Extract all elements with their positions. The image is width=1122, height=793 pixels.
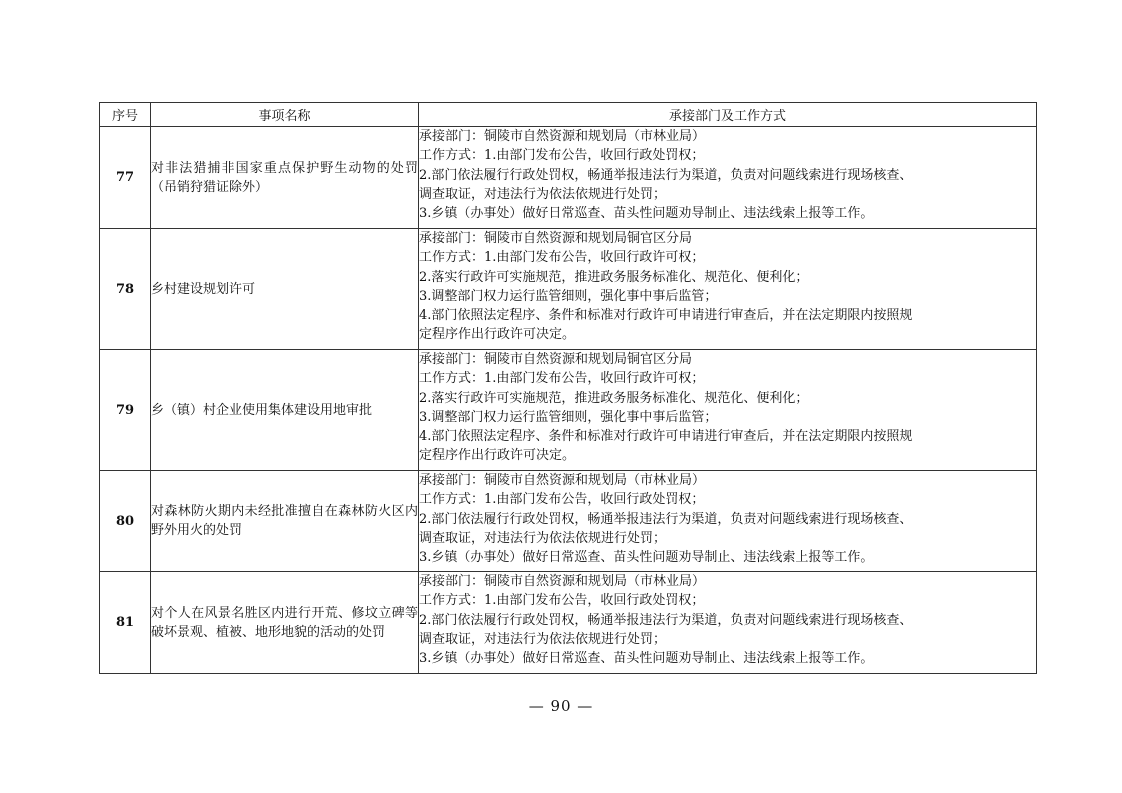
- dept-line: 工作方式：1.由部门发布公告，收回行政处罚权；: [419, 492, 705, 508]
- row-number: 81: [100, 572, 151, 674]
- header-item: 事项名称: [151, 103, 419, 127]
- header-row: [100, 103, 1037, 127]
- dept-line: 3.调整部门权力运行监管细则，强化事中事后监管；: [419, 409, 718, 425]
- dept-line: 2.部门依法履行行政处罚权，畅通举报违法行为渠道，负责对问题线索进行现场核查、: [419, 612, 913, 628]
- dept-line: 定程序作出行政许可决定。: [419, 448, 576, 464]
- dept-line: 工作方式：1.由部门发布公告，收回行政许可权；: [419, 371, 705, 387]
- dept-line: 承接部门：铜陵市自然资源和规划局（市林业局）: [419, 473, 706, 488]
- item-name: 乡村建设规划许可: [151, 229, 419, 350]
- dept-line: 4.部门依照法定程序、条件和标准对行政许可申请进行审查后，并在法定期限内按照规: [419, 429, 913, 445]
- row-number: 80: [100, 471, 151, 572]
- matters-table: [99, 102, 1037, 674]
- item-name: 对个人在风景名胜区内进行开荒、修坟立碑等破坏景观、植被、地形地貌的活动的处罚: [151, 572, 419, 674]
- dept-line: 承接部门：铜陵市自然资源和规划局铜官区分局: [419, 352, 693, 367]
- dept-line: 承接部门：铜陵市自然资源和规划局（市林业局）: [419, 574, 706, 589]
- dept-line: 3.乡镇（办事处）做好日常巡查、苗头性问题劝导制止、违法线索上报等工作。: [419, 651, 874, 667]
- row-number: 78: [100, 229, 151, 350]
- header-dept: 承接部门及工作方式: [419, 103, 1037, 127]
- dept-line: 工作方式：1.由部门发布公告，收回行政处罚权；: [419, 593, 705, 609]
- table-row: [100, 572, 1037, 674]
- table-row: [100, 471, 1037, 572]
- table-row: [100, 350, 1037, 471]
- dept-cell: [419, 572, 1037, 674]
- dept-line: 调查取证，对违法行为依法依规进行处罚；: [419, 631, 667, 647]
- dept-line: 2.部门依法履行行政处罚权，畅通举报违法行为渠道，负责对问题线索进行现场核查、: [419, 167, 913, 183]
- row-number: 79: [100, 350, 151, 471]
- dept-cell: [419, 350, 1037, 471]
- table-row: [100, 127, 1037, 229]
- dept-line: 4.部门依照法定程序、条件和标准对行政许可申请进行审查后，并在法定期限内按照规: [419, 308, 913, 324]
- dept-line: 工作方式：1.由部门发布公告，收回行政处罚权；: [419, 148, 705, 164]
- dept-line: 2.落实行政许可实施规范，推进政务服务标准化、规范化、便利化；: [419, 390, 809, 406]
- item-name: 对非法猎捕非国家重点保护野生动物的处罚（吊销狩猎证除外）: [151, 127, 419, 229]
- dept-cell: [419, 127, 1037, 229]
- dept-line: 工作方式：1.由部门发布公告，收回行政许可权；: [419, 250, 705, 266]
- dept-cell: [419, 471, 1037, 572]
- dept-line: 2.落实行政许可实施规范，推进政务服务标准化、规范化、便利化；: [419, 269, 809, 285]
- dept-line: 调查取证，对违法行为依法依规进行处罚；: [419, 530, 667, 546]
- table-row: [100, 229, 1037, 350]
- dept-line: 定程序作出行政许可决定。: [419, 327, 576, 343]
- header-num: 序号: [100, 103, 151, 127]
- row-number: 77: [100, 127, 151, 229]
- dept-line: 调查取证，对违法行为依法依规进行处罚；: [419, 186, 667, 202]
- dept-line: 3.乡镇（办事处）做好日常巡查、苗头性问题劝导制止、违法线索上报等工作。: [419, 206, 874, 222]
- dept-line: 3.乡镇（办事处）做好日常巡查、苗头性问题劝导制止、违法线索上报等工作。: [419, 550, 874, 566]
- dept-line: 2.部门依法履行行政处罚权，畅通举报违法行为渠道，负责对问题线索进行现场核查、: [419, 511, 913, 527]
- item-name: 对森林防火期内未经批准擅自在森林防火区内野外用火的处罚: [151, 471, 419, 572]
- dept-line: 承接部门：铜陵市自然资源和规划局（市林业局）: [419, 129, 706, 144]
- dept-line: 承接部门：铜陵市自然资源和规划局铜官区分局: [419, 231, 693, 246]
- dept-line: 3.调整部门权力运行监管细则，强化事中事后监管；: [419, 288, 718, 304]
- item-name: 乡（镇）村企业使用集体建设用地审批: [151, 350, 419, 471]
- page-number: — 90 —: [528, 697, 594, 715]
- dept-cell: [419, 229, 1037, 350]
